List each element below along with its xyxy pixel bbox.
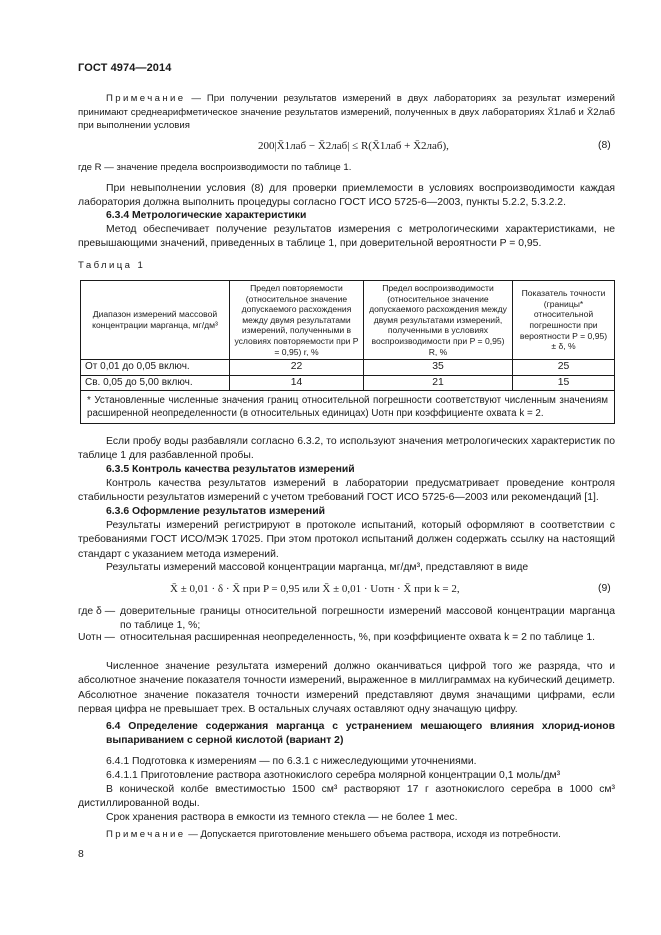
table-cell-range: Св. 0,05 до 5,00 включ. bbox=[81, 375, 230, 391]
section-634-heading: 6.3.4 Метрологические характеристики bbox=[106, 210, 307, 221]
para-noncompliance: При невыполнении условия (8) для проверки приемлемости в условиях воспроизводимости каждая лаборатория должна выполнить процедуры согласно ГОСТ ИСО 5725-6—2003, пункты 5.2.2, 5.3.2.2. bbox=[78, 183, 615, 209]
table-footnote-row bbox=[81, 391, 615, 424]
para-numeric: Численное значение результата измерений должно оканчиваться цифрой того же разряда, что и абсолютное значение показателя точности измерений, выраженное в миллиграммах на кубический дециметр. Абсолютное значение показателя точности измерений представляют двумя значащими цифрами, если первая цифра не превышает трех. В остальных случаях оставляют одну значащую цифру. bbox=[78, 661, 615, 716]
table-cell-R: 35 bbox=[364, 360, 513, 376]
document-header: ГОСТ 4974—2014 bbox=[78, 62, 172, 74]
section-64-p3: В конической колбе вместимостью 1500 см³ растворяют 17 г азотнокислого серебра в 1000 см³ дистиллированной воды. bbox=[78, 784, 615, 810]
table-caption: Таблица 1 bbox=[78, 260, 146, 271]
table-header-row bbox=[81, 281, 615, 360]
section-635-text: Контроль качества результатов измерений в лаборатории предусматривает проведение контроля стабильности результатов измерений с учетом требований ГОСТ ИСО 5725-6—2003 или рекомендаций [1]. bbox=[78, 478, 615, 504]
section-635-heading: 6.3.5 Контроль качества результатов измерений bbox=[106, 464, 355, 475]
table-row bbox=[81, 360, 615, 376]
section-636-text-1: Результаты измерений регистрируют в протоколе испытаний, который оформляют в соответствии с требованиями ГОСТ ИСО/МЭК 17025. При этом протокол испытаний должен содержать ссылку на настоящий стандарт с указанием метода измерений. bbox=[78, 520, 615, 560]
note-1 bbox=[78, 92, 615, 133]
formula-9-number: (9) bbox=[598, 583, 611, 594]
definition-term-delta: где δ — bbox=[78, 606, 116, 617]
note-2-label: Примечание bbox=[106, 829, 186, 840]
table-cell-r: 22 bbox=[230, 360, 364, 376]
table-row bbox=[81, 375, 615, 391]
note-2 bbox=[78, 828, 615, 842]
metrology-table bbox=[80, 280, 615, 424]
table-cell-r: 14 bbox=[230, 375, 364, 391]
definition-term-u: Uотн — bbox=[78, 632, 115, 643]
table-header-reproducibility: Предел воспроизводимости (относительное значение допускаемого расхождения между двумя результатами измерений, полученными в условиях воспроизводимости при P = 0,95) R, % bbox=[364, 281, 513, 360]
table-header-accuracy: Показатель точности (границы* относительной погрешности при вероятности P = 0,95) ± δ, % bbox=[513, 281, 615, 360]
section-634-text: Метод обеспечивает получение результатов измерения с метрологическими характеристиками, не превышающими значений, приведенных в таблице 1, при доверительной вероятности P = 0,95. bbox=[78, 224, 615, 250]
table-header-repeatability: Предел повторяемости (относительное значение допускаемого расхождения между двумя результатами измерений, полученными в условиях повторяемости при P = 0,95) r, % bbox=[230, 281, 364, 360]
definition-text-u: относительная расширенная неопределенность, %, при коэффициенте охвата k = 2 по таблице 1. bbox=[120, 632, 595, 643]
formula-8: 200|X̄1лаб − X̄2лаб| ≤ R(X̄1лаб + X̄2лаб), bbox=[258, 140, 449, 152]
table-footnote: * Установленные численные значения границ относительной погрешности соответствуют численным значениям расширенной неопределенности (в относительных единицах) Uотн при коэффициенте охвата k = 2. bbox=[81, 391, 615, 424]
para-dilution: Если пробу воды разбавляли согласно 6.3.2, то используют значения метрологических характеристик по таблице 1 для разбавленной пробы. bbox=[78, 436, 615, 462]
section-64-p4: Срок хранения раствора в емкости из темного стекла — не более 1 мес. bbox=[106, 812, 458, 823]
definitions-list bbox=[78, 605, 615, 657]
section-64-p2: 6.4.1.1 Приготовление раствора азотнокислого серебра молярной концентрации 0,1 моль/дм³ bbox=[106, 770, 561, 781]
note-1-text: — При получении результатов измерений в двух лабораториях за результат измерений принимают среднеарифметическое значение результатов измерений, полученных в двух лабораториях X̄1лаб и X̄2лаб при выполнении условия bbox=[78, 93, 615, 132]
table-cell-delta: 25 bbox=[513, 360, 615, 376]
note-2-text: — Допускается приготовление меньшего объема раствора, исходя из потребности. bbox=[185, 829, 561, 840]
section-636-heading: 6.3.6 Оформление результатов измерений bbox=[106, 506, 325, 517]
formula-8-number: (8) bbox=[598, 140, 611, 151]
where-r: где R — значение предела воспроизводимости по таблице 1. bbox=[78, 162, 352, 173]
definition-text-delta: доверительные границы относительной погрешности измерений массовой концентрации марганца по таблице 1, %; bbox=[120, 606, 615, 632]
table-cell-R: 21 bbox=[364, 375, 513, 391]
table-cell-delta: 15 bbox=[513, 375, 615, 391]
section-64-heading: 6.4 Определение содержания марганца с устранением мешающего влияния хлорид-ионов выпариванием с серной кислотой (вариант 2) bbox=[106, 721, 615, 747]
page-number: 8 bbox=[78, 849, 84, 860]
table-header-range: Диапазон измерений массовой концентрации марганца, мг/дм³ bbox=[81, 281, 230, 360]
note-1-label: Примечание bbox=[106, 93, 186, 104]
section-636-text-2: Результаты измерений массовой концентрации марганца, мг/дм³, представляют в виде bbox=[106, 562, 529, 573]
section-64-p1: 6.4.1 Подготовка к измерениям — по 6.3.1 с нижеследующими уточнениями. bbox=[106, 756, 477, 767]
table-cell-range: От 0,01 до 0,05 включ. bbox=[81, 360, 230, 376]
formula-9: X̄ ± 0,01 · δ · X̄ при P = 0,95 или X̄ ± 0,01 · Uотн · X̄ при k = 2, bbox=[170, 583, 460, 595]
